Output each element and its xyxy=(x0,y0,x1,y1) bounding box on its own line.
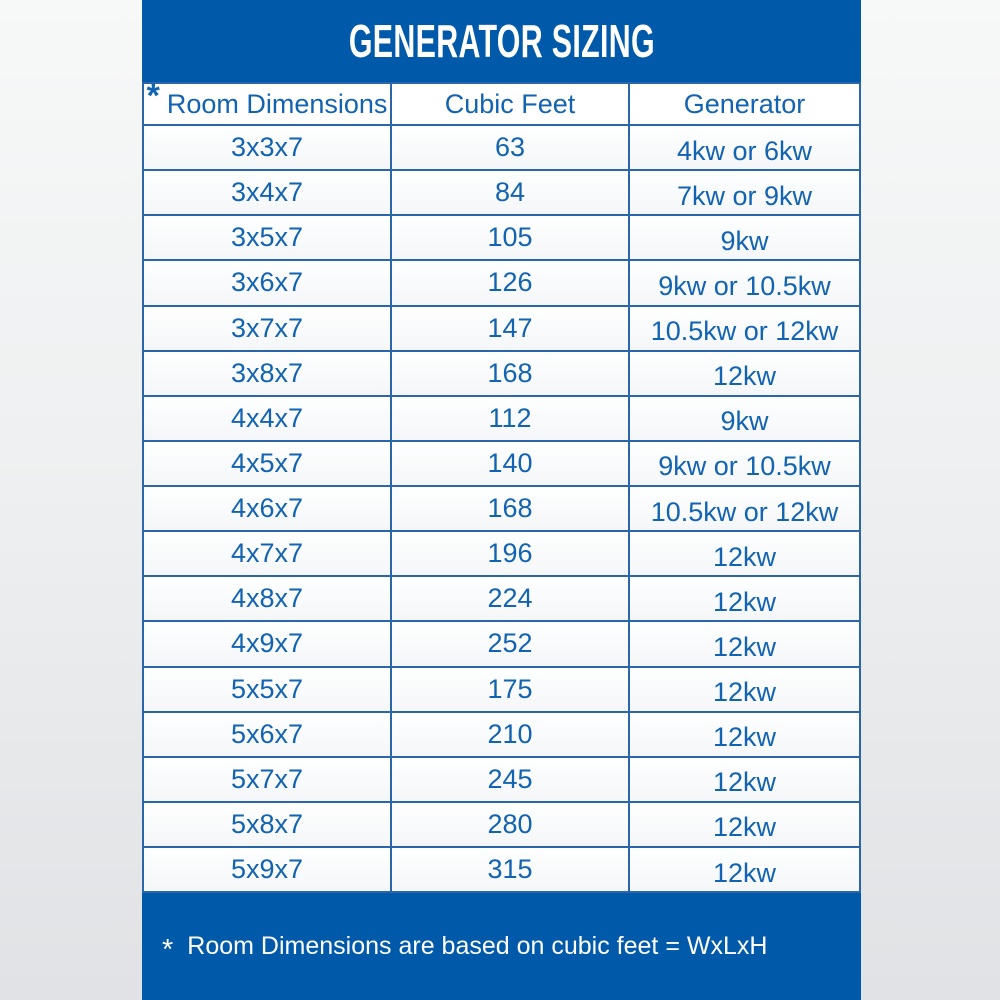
generator-cell: 12kw xyxy=(712,722,777,753)
column-header-label: Room Dimensions xyxy=(166,88,388,119)
table-row xyxy=(144,397,859,442)
cubic-feet-cell: 224 xyxy=(392,577,630,620)
room-dimensions-cell: 5x7x7 xyxy=(144,758,392,801)
table-row xyxy=(144,307,859,352)
generator-cell: 12kw xyxy=(712,361,777,392)
footnote-text: Room Dimensions are based on cubic feet = WxLxH xyxy=(187,932,768,960)
cubic-feet-cell: 126 xyxy=(392,261,630,304)
cubic-feet-cell: 168 xyxy=(392,352,630,395)
table-row xyxy=(144,532,859,577)
generator-sizing-panel xyxy=(142,0,861,1000)
generator-cell: 12kw xyxy=(712,767,777,798)
room-dimensions-cell: 4x7x7 xyxy=(144,532,392,575)
generator-cell: 12kw xyxy=(712,631,777,662)
cubic-feet-cell: 84 xyxy=(392,171,630,214)
cubic-feet-cell: 280 xyxy=(392,803,630,846)
cubic-feet-cell: 175 xyxy=(392,668,630,711)
room-dimensions-cell: 5x9x7 xyxy=(144,848,392,891)
generator-cell: 9kw or 10.5kw xyxy=(658,451,831,482)
room-dimensions-cell: 5x8x7 xyxy=(144,803,392,846)
room-dimensions-cell: 3x7x7 xyxy=(144,307,392,350)
table-row xyxy=(144,848,859,893)
table-row xyxy=(144,126,859,171)
asterisk-note-marker: * xyxy=(146,77,160,115)
room-dimensions-cell: 4x9x7 xyxy=(144,622,392,665)
page-title: GENERATOR SIZING xyxy=(348,15,655,67)
generator-cell: 4kw or 6kw xyxy=(676,135,813,166)
table-row xyxy=(144,577,859,622)
generator-cell: 9kw xyxy=(720,406,769,437)
room-dimensions-cell: 3x4x7 xyxy=(144,171,392,214)
generator-cell: 9kw xyxy=(720,225,769,256)
cubic-feet-cell: 168 xyxy=(392,487,630,530)
cubic-feet-cell: 112 xyxy=(392,397,630,440)
table-row xyxy=(144,622,859,667)
table-header-row xyxy=(144,77,859,126)
generator-cell: 10.5kw or 12kw xyxy=(650,496,839,527)
table-row xyxy=(144,487,859,532)
column-header-label: Generator xyxy=(683,88,806,119)
room-dimensions-cell: 5x5x7 xyxy=(144,668,392,711)
room-dimensions-cell: 4x4x7 xyxy=(144,397,392,440)
room-dimensions-cell: 4x6x7 xyxy=(144,487,392,530)
table-row xyxy=(144,171,859,216)
table-row xyxy=(144,803,859,848)
cubic-feet-cell: 105 xyxy=(392,216,630,259)
title-bar xyxy=(142,0,861,82)
generator-cell: 7kw or 9kw xyxy=(676,180,813,211)
cubic-feet-cell: 315 xyxy=(392,848,630,891)
generator-cell: 12kw xyxy=(712,541,777,572)
table-row xyxy=(144,668,859,713)
room-dimensions-cell: 3x3x7 xyxy=(144,126,392,169)
cubic-feet-cell: 210 xyxy=(392,713,630,756)
table-row xyxy=(144,216,859,261)
table-row xyxy=(144,442,859,487)
table-row xyxy=(144,758,859,803)
table-row xyxy=(144,261,859,306)
cubic-feet-cell: 147 xyxy=(392,307,630,350)
column-header-cubic-feet xyxy=(392,84,630,124)
generator-cell: 10.5kw or 12kw xyxy=(650,316,839,347)
room-dimensions-cell: 3x8x7 xyxy=(144,352,392,395)
column-header-generator xyxy=(630,84,859,124)
room-dimensions-cell: 3x5x7 xyxy=(144,216,392,259)
generator-cell: 12kw xyxy=(712,812,777,843)
cubic-feet-cell: 63 xyxy=(392,126,630,169)
sizing-table xyxy=(142,77,861,893)
generator-cell: 12kw xyxy=(712,586,777,617)
generator-cell: 12kw xyxy=(712,857,777,888)
room-dimensions-cell: 4x8x7 xyxy=(144,577,392,620)
room-dimensions-cell: 4x5x7 xyxy=(144,442,392,485)
asterisk-note-marker: * xyxy=(162,934,174,966)
cubic-feet-cell: 252 xyxy=(392,622,630,665)
generator-cell: 9kw or 10.5kw xyxy=(658,270,831,301)
column-header-room-dimensions xyxy=(144,77,392,124)
room-dimensions-cell: 3x6x7 xyxy=(144,261,392,304)
cubic-feet-cell: 140 xyxy=(392,442,630,485)
table-row xyxy=(144,713,859,758)
table-row xyxy=(144,352,859,397)
column-header-label: Cubic Feet xyxy=(444,88,576,119)
cubic-feet-cell: 245 xyxy=(392,758,630,801)
generator-cell: 12kw xyxy=(712,677,777,708)
footnote xyxy=(142,893,861,1000)
cubic-feet-cell: 196 xyxy=(392,532,630,575)
room-dimensions-cell: 5x6x7 xyxy=(144,713,392,756)
